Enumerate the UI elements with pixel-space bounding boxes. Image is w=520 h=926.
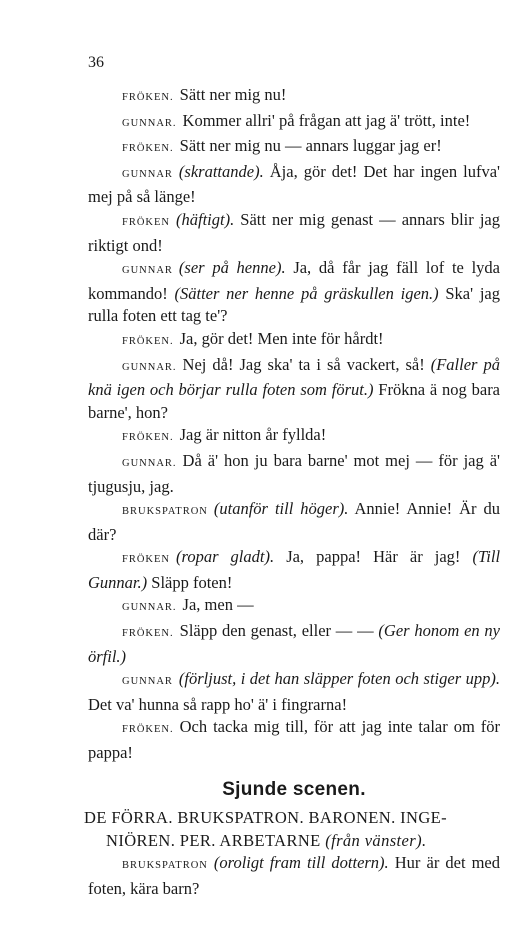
speaker-name: BRUKSPATRON bbox=[122, 506, 208, 518]
speech-text: Ja, pappa! Här är jag! bbox=[286, 547, 461, 567]
speech bbox=[88, 594, 500, 620]
speech bbox=[88, 328, 500, 354]
speaker-name: FRÖKEN. bbox=[122, 432, 174, 444]
stage-direction: (från vänster). bbox=[325, 830, 427, 850]
speech bbox=[88, 257, 500, 328]
speech bbox=[88, 668, 500, 716]
cast-line: DE FÖRRA. BRUKSPATRON. BARONEN. INGE- bbox=[84, 808, 448, 828]
page-number: 36 bbox=[88, 54, 104, 71]
speech bbox=[88, 716, 500, 764]
speaker-name: FRÖKEN. bbox=[122, 628, 174, 640]
speaker-name: FRÖKEN. bbox=[122, 92, 174, 103]
speech bbox=[88, 161, 500, 209]
speaker-name: FRÖKEN. bbox=[122, 143, 174, 155]
speech-text: Frökna ä nog bara barne', hon? bbox=[88, 380, 501, 422]
speaker-name: GUNNAR. bbox=[122, 361, 177, 373]
speech-text: Ska' jag rulla foten ett tag te'? bbox=[88, 283, 500, 326]
speaker-name: FRÖKEN. bbox=[122, 335, 174, 347]
speaker-name: GUNNAR. bbox=[122, 457, 177, 469]
speech-text: Ja, men — bbox=[182, 595, 254, 615]
speech-text: Då ä' hon ju bara barne' mot mej — för jag ä' tjugusju, jag. bbox=[88, 450, 500, 496]
speech-text: Och tacka mig till, för att jag inte talar om för pappa! bbox=[88, 717, 500, 763]
speaker-name: FRÖKEN bbox=[122, 216, 171, 228]
speech-text: Ja, då får jag fäll lof te lyda kommando! bbox=[88, 258, 500, 303]
speech bbox=[88, 84, 500, 110]
speaker-name: FRÖKEN bbox=[122, 554, 171, 566]
speech bbox=[88, 354, 500, 425]
speech bbox=[88, 424, 500, 450]
dialogue-body bbox=[84, 84, 501, 901]
speaker-name: GUNNAR. bbox=[122, 602, 177, 614]
speech bbox=[88, 498, 500, 546]
speaker-name: BRUKSPATRON bbox=[122, 860, 208, 872]
cast-line-2 bbox=[84, 830, 500, 853]
speaker-name: GUNNAR bbox=[122, 676, 173, 688]
stage-direction: (oroligt fram till dottern). bbox=[213, 853, 389, 873]
speech-text: Sätt ner mig genast — annars blir jag riktigt ond! bbox=[88, 209, 500, 255]
stage-direction: (förljust, i det han släpper foten och stiger upp). bbox=[178, 669, 500, 689]
speech-text: Sätt ner mig nu! bbox=[179, 85, 287, 104]
cast-list bbox=[84, 807, 500, 852]
stage-direction: (Ger honom en ny örfil.) bbox=[88, 621, 501, 666]
margin-smudge bbox=[0, 322, 22, 362]
speech-text: Nej då! Jag ska' ta i så vackert, så! bbox=[182, 354, 425, 374]
speech bbox=[88, 110, 500, 136]
speech-text: Kommer allri' på frågan att jag ä' trött, inte! bbox=[182, 110, 471, 130]
speech-text: Sätt ner mig nu — annars luggar jag er! bbox=[179, 136, 442, 156]
stage-direction: (häftigt). bbox=[176, 209, 235, 229]
speech-text: Det va' hunna så rapp ho' ä' i fingrarna! bbox=[88, 694, 348, 714]
stage-direction: (Till Gunnar.) bbox=[88, 547, 501, 592]
stage-direction: (ser på henne). bbox=[178, 258, 286, 278]
speech-text: Hur är det med foten, kära barn? bbox=[88, 853, 501, 898]
speech-text: Åja, gör det! Det har ingen lufva' mej på så länge! bbox=[88, 161, 500, 207]
stage-direction: (Sätter ner henne på gräskullen igen.) bbox=[174, 283, 439, 303]
speech-text: Släpp den genast, eller — — bbox=[179, 621, 374, 641]
cast-line: NIÖREN. PER. ARBETARNE bbox=[106, 830, 321, 850]
stage-direction: (skrattande). bbox=[178, 161, 264, 181]
speech-text: Släpp foten! bbox=[151, 572, 233, 592]
speaker-name: GUNNAR bbox=[122, 265, 173, 277]
speaker-name: FRÖKEN. bbox=[122, 724, 174, 736]
speech bbox=[88, 852, 500, 900]
speech bbox=[88, 209, 500, 257]
stage-direction: (ropar gladt). bbox=[176, 547, 275, 567]
speech-text: Ja, gör det! Men inte för hårdt! bbox=[179, 328, 384, 348]
stage-direction: (Faller på knä igen och börjar rulla foten som förut.) bbox=[88, 354, 500, 400]
stage-direction: (utanför till höger). bbox=[213, 499, 349, 519]
speech-text: Annie! Annie! Är du där? bbox=[88, 499, 500, 544]
speech bbox=[88, 135, 500, 161]
speaker-name: GUNNAR bbox=[122, 168, 173, 180]
speech bbox=[88, 450, 500, 498]
speech-text: Jag är nitton år fyllda! bbox=[179, 425, 327, 445]
speech bbox=[88, 546, 500, 594]
scene-heading: Sjunde scenen. bbox=[222, 778, 366, 800]
speaker-name: GUNNAR. bbox=[122, 117, 177, 129]
speech bbox=[88, 620, 500, 668]
